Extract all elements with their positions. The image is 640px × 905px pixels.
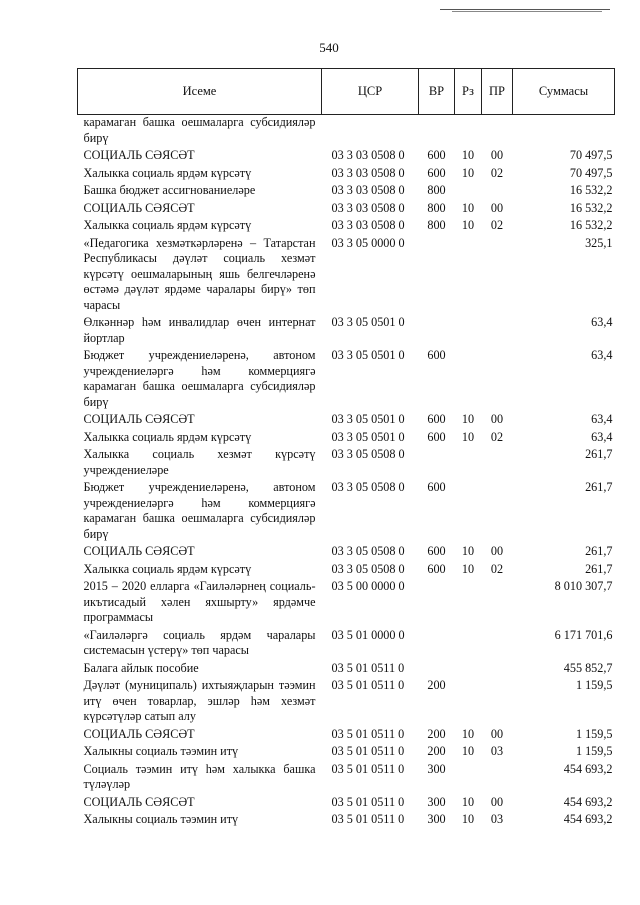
cell-pr: [482, 447, 513, 480]
cell-rz: 10: [461, 412, 475, 426]
cell-rz: [455, 678, 482, 727]
cell-csr: 03 5 01 0511 0: [331, 794, 405, 809]
cell-rz: 10: [461, 148, 475, 162]
cell-pr: 00: [490, 794, 504, 809]
cell-rz: 10: [461, 744, 475, 758]
cell-name: Халыкка социаль ярдәм күрсәтү: [83, 218, 252, 232]
cell-name: карамаган башка оешмаларга субсидияләр бирү: [83, 115, 316, 145]
table-row: [78, 430, 615, 448]
cell-rz: 10: [461, 794, 475, 809]
cell-vr: 600: [427, 412, 446, 426]
cell-pr: [482, 628, 513, 661]
cell-sum: [513, 115, 615, 149]
table-row: [78, 148, 615, 166]
cell-pr: [482, 348, 513, 412]
cell-name: СОЦИАЛЬ СӘЯСӘТ: [83, 412, 195, 426]
cell-vr: [419, 447, 455, 480]
column-header-vr: ВР: [419, 69, 455, 115]
cell-name: «Гаиләләргә социаль ярдәм чаралары системасын үстерү» төп чарасы: [83, 627, 316, 657]
cell-pr: [482, 183, 513, 201]
cell-name: Халыкны социаль тәэмин итү: [83, 812, 239, 826]
cell-name: Балага айлык пособие: [83, 660, 199, 675]
page-number: 540: [319, 40, 339, 55]
cell-vr: 300: [427, 794, 446, 809]
cell-vr: 600: [427, 165, 446, 180]
cell-pr: 00: [490, 726, 504, 741]
cell-rz: 10: [461, 165, 475, 180]
cell-sum: 63,4: [591, 429, 613, 444]
scan-artifact-line: [452, 11, 602, 12]
cell-sum: 70 497,5: [569, 148, 613, 162]
cell-name: Өлкәннәр һәм инвалидлар өчен интернат йортлар: [83, 315, 316, 345]
cell-rz: 10: [461, 218, 475, 232]
cell-sum: 261,7: [585, 544, 613, 558]
cell-name: Халыкка социаль ярдәм күрсәтү: [83, 561, 252, 576]
cell-rz: [455, 236, 482, 316]
cell-vr: 300: [427, 812, 446, 826]
cell-name: СОЦИАЛЬ СӘЯСӘТ: [83, 726, 195, 741]
table-row: [78, 447, 615, 480]
cell-csr: 03 3 05 0508 0: [331, 544, 405, 558]
cell-pr: 03: [490, 812, 504, 826]
cell-pr: 02: [490, 561, 504, 576]
cell-name: Халыкка социаль хезмәт күрсәтү учреждениеләре: [83, 447, 316, 477]
cell-name: Бюджет учреждениеләренә, автоном учреждениеләргә һәм коммерциягә карамаган башка оешмаларга субсидияләр бирү: [83, 480, 316, 541]
cell-rz: [455, 480, 482, 544]
cell-csr: 03 3 05 0508 0: [331, 561, 405, 576]
table-row: [78, 727, 615, 745]
cell-sum: 70 497,5: [569, 165, 613, 180]
cell-vr: [419, 315, 455, 348]
cell-csr: [322, 115, 419, 149]
cell-name: «Педагогика хезмәткәрләренә – Татарстан Республикасы дәүләт социаль хезмәт күрсәтү оешмаларының яшь белгечләренә өстәмә дәүләт ярдәме чаралары бирү» төп чарасы: [83, 235, 316, 312]
table-row: [78, 480, 615, 544]
table-row: [78, 795, 615, 813]
cell-csr: 03 5 01 0511 0: [331, 812, 405, 826]
cell-pr: 00: [490, 148, 504, 162]
cell-csr: 03 3 05 0501 0: [331, 429, 405, 444]
cell-sum: 261,7: [585, 447, 613, 461]
cell-csr: 03 3 03 0508 0: [331, 165, 405, 180]
cell-vr: [419, 661, 455, 679]
cell-csr: 03 5 01 0511 0: [331, 744, 405, 758]
cell-rz: 10: [461, 561, 475, 576]
cell-sum: 63,4: [591, 348, 613, 362]
table-row: [78, 236, 615, 316]
cell-name: Халыкка социаль ярдәм күрсәтү: [83, 429, 252, 444]
table-row: [78, 166, 615, 184]
column-header-sum: Суммасы: [513, 69, 615, 115]
table-row: [78, 678, 615, 727]
cell-csr: 03 3 05 0501 0: [331, 315, 405, 329]
table-row: [78, 315, 615, 348]
cell-pr: [482, 762, 513, 795]
cell-pr: 03: [490, 744, 504, 758]
cell-vr: 600: [427, 148, 446, 162]
cell-csr: 03 3 05 0508 0: [331, 480, 405, 494]
cell-pr: 02: [490, 165, 504, 180]
table-row: [78, 218, 615, 236]
table-row: [78, 115, 615, 149]
cell-name: Халыкка социаль ярдәм күрсәтү: [83, 165, 252, 180]
table-row: [78, 562, 615, 580]
cell-name: Дәүләт (муниципаль) ихтыяҗларын тәэмин итү өчен товарлар, эшләр һәм хезмәт күрсәтүләр сатып алу: [83, 678, 316, 723]
cell-sum: 63,4: [591, 315, 613, 329]
cell-csr: 03 3 03 0508 0: [331, 183, 405, 197]
cell-name: Социаль тәэмин итү һәм халыкка башка түләүләр: [83, 761, 316, 791]
table-row: [78, 412, 615, 430]
cell-csr: 03 3 05 0501 0: [331, 348, 405, 362]
cell-sum: 455 852,7: [563, 660, 613, 675]
cell-sum: 261,7: [585, 561, 613, 576]
cell-name: Башка бюджет ассигнованиеләре: [83, 183, 256, 197]
cell-sum: 261,7: [585, 480, 613, 494]
cell-csr: 03 3 03 0508 0: [331, 200, 405, 215]
cell-vr: 600: [427, 544, 446, 558]
cell-vr: 300: [427, 761, 446, 776]
cell-vr: [419, 115, 455, 149]
cell-rz: [455, 183, 482, 201]
cell-rz: [455, 661, 482, 679]
cell-vr: [419, 236, 455, 316]
cell-rz: 10: [461, 544, 475, 558]
table-body: [78, 115, 615, 830]
cell-vr: 600: [427, 480, 446, 494]
cell-csr: 03 5 01 0000 0: [331, 627, 405, 642]
cell-rz: 10: [461, 200, 475, 215]
cell-vr: 800: [427, 183, 446, 197]
cell-csr: 03 5 01 0511 0: [331, 726, 405, 741]
cell-sum: 454 693,2: [563, 794, 613, 809]
cell-pr: 00: [490, 412, 504, 426]
cell-rz: 10: [461, 726, 475, 741]
cell-pr: 00: [490, 544, 504, 558]
cell-sum: 16 532,2: [569, 183, 613, 197]
cell-sum: 1 159,5: [575, 678, 613, 692]
cell-pr: [482, 236, 513, 316]
cell-pr: [482, 315, 513, 348]
cell-vr: 600: [427, 348, 446, 362]
column-header-csr: ЦСР: [322, 69, 419, 115]
cell-name: Халыкны социаль тәэмин итү: [83, 744, 239, 758]
cell-sum: 6 171 701,6: [554, 627, 613, 642]
cell-rz: [455, 762, 482, 795]
cell-pr: [482, 480, 513, 544]
cell-csr: 03 3 05 0000 0: [331, 235, 405, 250]
table-row: [78, 812, 615, 830]
table-row: [78, 183, 615, 201]
cell-csr: 03 5 01 0511 0: [331, 660, 405, 675]
cell-vr: 800: [427, 218, 446, 232]
cell-rz: [455, 315, 482, 348]
cell-csr: 03 3 05 0508 0: [331, 447, 405, 461]
cell-sum: 325,1: [585, 235, 613, 250]
cell-name: Бюджет учреждениеләренә, автоном учреждениеләргә һәм коммерциягә карамаган башка оешмаларга субсидияләр бирү: [83, 348, 316, 409]
table-row: [78, 744, 615, 762]
cell-sum: 1 159,5: [575, 726, 613, 741]
cell-name: 2015 – 2020 елларга «Гаиләләрнең социаль-икътисадый хәлен яхшырту» ярдәмче программасы: [83, 579, 316, 624]
table-row: [78, 579, 615, 628]
cell-pr: [482, 115, 513, 149]
cell-csr: 03 3 03 0508 0: [331, 148, 405, 162]
cell-csr: 03 3 03 0508 0: [331, 218, 405, 232]
cell-pr: [482, 579, 513, 628]
cell-vr: 800: [427, 200, 446, 215]
cell-sum: 1 159,5: [575, 744, 613, 758]
column-header-rz: Рз: [455, 69, 482, 115]
budget-table: [77, 68, 615, 830]
table-row: [78, 762, 615, 795]
cell-sum: 454 693,2: [563, 761, 613, 776]
cell-vr: 600: [427, 561, 446, 576]
scan-artifact-line: [440, 9, 610, 10]
cell-sum: 16 532,2: [569, 200, 613, 215]
cell-rz: [455, 628, 482, 661]
column-header-pr: ПР: [482, 69, 513, 115]
table-row: [78, 201, 615, 219]
cell-csr: 03 5 01 0511 0: [331, 678, 405, 692]
cell-rz: [455, 579, 482, 628]
cell-sum: 8 010 307,7: [554, 579, 613, 593]
cell-rz: 10: [461, 812, 475, 826]
cell-rz: [455, 115, 482, 149]
cell-name: СОЦИАЛЬ СӘЯСӘТ: [83, 544, 195, 558]
table-row: [78, 661, 615, 679]
cell-vr: 600: [427, 429, 446, 444]
cell-csr: 03 5 01 0511 0: [331, 761, 405, 776]
cell-pr: 02: [490, 429, 504, 444]
cell-pr: 00: [490, 200, 504, 215]
cell-rz: [455, 348, 482, 412]
cell-vr: [419, 579, 455, 628]
cell-pr: [482, 678, 513, 727]
cell-rz: 10: [461, 429, 475, 444]
cell-sum: 63,4: [591, 412, 613, 426]
cell-vr: [419, 628, 455, 661]
column-header-name: Исеме: [78, 69, 322, 115]
cell-vr: 200: [427, 744, 446, 758]
cell-sum: 16 532,2: [569, 218, 613, 232]
cell-name: СОЦИАЛЬ СӘЯСӘТ: [83, 794, 195, 809]
table-row: [78, 628, 615, 661]
table-row: [78, 544, 615, 562]
cell-vr: 200: [427, 726, 446, 741]
cell-sum: 454 693,2: [563, 812, 613, 826]
cell-pr: [482, 661, 513, 679]
cell-name: СОЦИАЛЬ СӘЯСӘТ: [83, 148, 195, 162]
cell-vr: 200: [427, 678, 446, 692]
cell-csr: 03 3 05 0501 0: [331, 412, 405, 426]
cell-rz: [455, 447, 482, 480]
cell-csr: 03 5 00 0000 0: [331, 579, 405, 593]
table-row: [78, 348, 615, 412]
cell-name: СОЦИАЛЬ СӘЯСӘТ: [83, 200, 195, 215]
table-header: [78, 69, 615, 115]
cell-pr: 02: [490, 218, 504, 232]
